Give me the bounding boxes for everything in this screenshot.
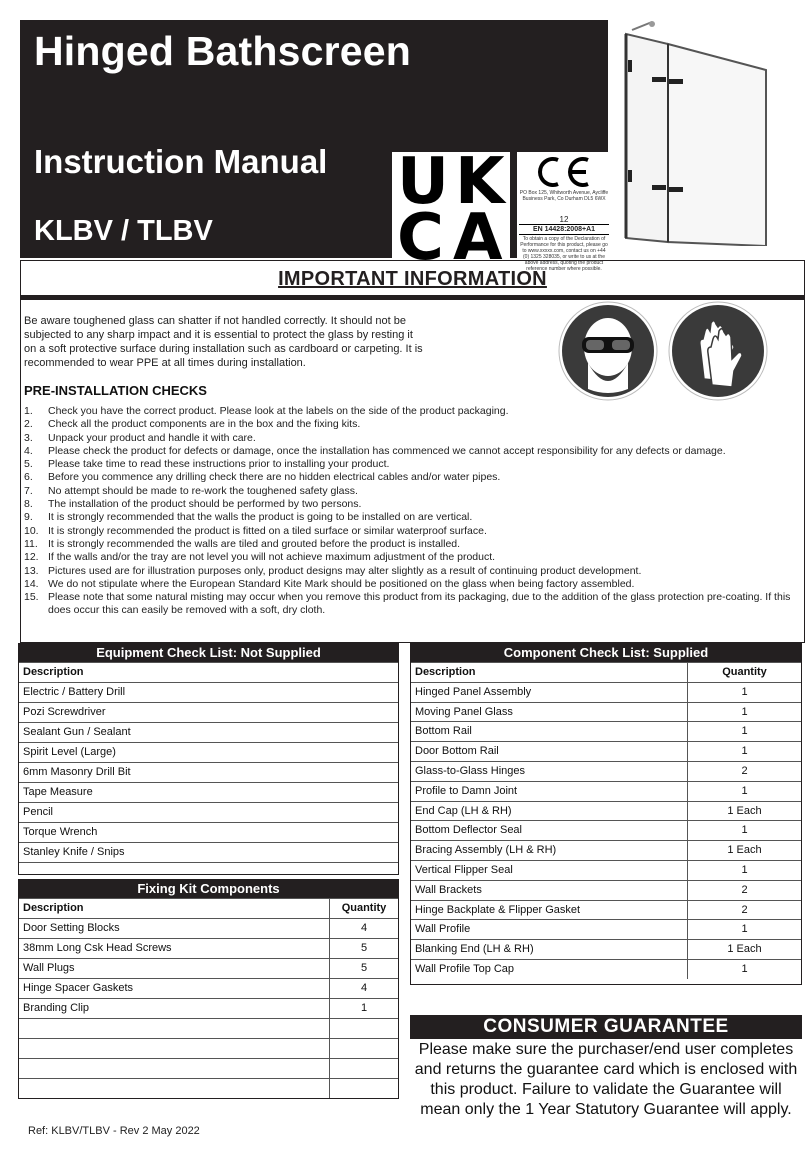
ce-label — [517, 152, 611, 272]
table-row — [19, 1038, 398, 1058]
component-table-title: Component Check List: Supplied — [411, 644, 801, 662]
table-row: 38mm Long Csk Head Screws 5 — [19, 938, 398, 958]
document-reference: Ref: KLBV/TLBV - Rev 2 May 2022 — [28, 1125, 200, 1137]
safety-goggles-icon — [559, 302, 657, 400]
declaration-text: To obtain a copy of the Declaration of Performance for this product, please go to www.xxxxx.com, contact us on +44 (0) 1325 328035, or write to us at the above address, quoting the product reference number where possible. — [520, 236, 608, 272]
list-item: 3. Unpack your product and handle it with care. — [24, 431, 256, 444]
gloves-icon — [669, 302, 767, 400]
list-item: 14. We do not stipulate where the European Standard Kite Mark should be positioned on the glass when being factory assembled. — [24, 577, 635, 590]
table-header-row: Description Quantity — [19, 898, 398, 918]
list-item: 7. No attempt should be made to re-work the toughened safety glass. — [24, 484, 358, 497]
table-row: Hinge Backplate & Flipper Gasket 2 — [411, 900, 801, 920]
table-row: Profile to Damn Joint 1 — [411, 781, 801, 801]
consumer-guarantee-text: Please make sure the purchaser/end user completes and returns the guarantee card which is enclosed with this product. Failure to validate the Guarantee will mean only the 1 Year Statutory Guarantee will apply. — [414, 1041, 798, 1118]
table-row: 6mm Masonry Drill Bit — [19, 762, 398, 782]
table-row — [19, 1018, 398, 1038]
table-row: Door Setting Blocks 4 — [19, 918, 398, 938]
manufacturer-address: PO Box 125, Whitworth Avenue, Aycliffe Business Park, Co Durham DL5 6WX — [519, 190, 609, 202]
list-item: 12. If the walls and/or the tray are not level you will not achieve maximum adjustment of the product. — [24, 551, 496, 564]
ukca-letter: K — [455, 145, 505, 219]
equipment-table-title: Equipment Check List: Not Supplied — [19, 644, 398, 662]
table-row: Bottom Deflector Seal 1 — [411, 820, 801, 840]
list-item: 9. It is strongly recommended that the walls the product is going to be installed on are vertical. — [24, 511, 473, 524]
list-item: 15. Please note that some natural misting may occur when you remove this product from its packaging, due to the addition of the glass protection pre-coating. If this does occur this can easily be removed with a soft, dry cloth. — [24, 591, 791, 617]
table-row: Blanking End (LH & RH) 1 Each — [411, 939, 801, 959]
list-item: 2. Check all the product components are in the box and the fixing kits. — [24, 418, 361, 431]
list-item: 11. It is strongly recommended the walls are tiled and grouted before the product is installed. — [24, 537, 461, 550]
ppe-icons — [558, 301, 802, 401]
table-row: Stanley Knife / Snips — [19, 842, 398, 862]
model-code: KLBV / TLBV — [34, 215, 213, 247]
table-row: Sealant Gun / Sealant — [19, 722, 398, 742]
table-row: Wall Profile Top Cap 1 — [411, 959, 801, 979]
ce-standard: EN 14428:2008+A1 — [519, 226, 609, 235]
table-row: End Cap (LH & RH) 1 Each — [411, 801, 801, 821]
table-row: Torque Wrench — [19, 822, 398, 842]
important-info-heading: IMPORTANT INFORMATION — [278, 268, 547, 290]
table-row: Glass-to-Glass Hinges 2 — [411, 761, 801, 781]
consumer-guarantee-heading: CONSUMER GUARANTEE — [410, 1015, 802, 1039]
bathscreen-illustration — [612, 20, 802, 246]
document-title: Hinged Bathscreen — [34, 28, 412, 74]
table-header-row: Description — [19, 662, 398, 682]
document-subtitle: Instruction Manual — [34, 143, 328, 180]
list-item: 6. Before you commence any drilling check there are no hidden electrical cables and/or water pipes. — [24, 471, 501, 484]
table-row: Wall Plugs 5 — [19, 958, 398, 978]
component-table — [410, 643, 802, 985]
important-info-banner — [20, 260, 805, 300]
table-row — [19, 1078, 398, 1098]
table-row: Spirit Level (Large) — [19, 742, 398, 762]
ce-mark-icon — [531, 155, 595, 189]
table-row: Pozi Screwdriver — [19, 702, 398, 722]
list-item: 13. Pictures used are for illustration purposes only, product designs may alter slightly as a result of continuing product development. — [24, 564, 642, 577]
table-row: Moving Panel Glass 1 — [411, 702, 801, 722]
header-bar — [20, 20, 609, 275]
table-row: Branding Clip 1 — [19, 998, 398, 1018]
list-item: 10. It is strongly recommended the product is fitted on a tiled surface or similar waterproof surface. — [24, 524, 487, 537]
ukca-letter: U — [397, 145, 449, 219]
table-row: Wall Profile 1 — [411, 919, 801, 939]
table-row: Wall Brackets 2 — [411, 880, 801, 900]
list-item: 1. Check you have the correct product. Please look at the labels on the side of the product packaging. — [24, 405, 509, 417]
table-row: Tape Measure — [19, 782, 398, 802]
table-row: Hinge Spacer Gaskets 4 — [19, 978, 398, 998]
table-header-row: Description Quantity — [411, 662, 801, 682]
table-row: Bracing Assembly (LH & RH) 1 Each — [411, 840, 801, 860]
ukca-mark — [392, 145, 510, 275]
table-row: Vertical Flipper Seal 1 — [411, 860, 801, 880]
table-row: Hinged Panel Assembly 1 — [411, 682, 801, 702]
ukca-letter: C — [397, 201, 444, 275]
glass-warning-text: Be aware toughened glass can shatter if not handled correctly. It should not be subjected to any sharp impact and it is essential to protect the glass by resting it on a soft protective surface during installation such as cardboard or carpeting. It is recommended to wear PPE at all times during installation. — [24, 315, 423, 369]
equipment-table — [18, 643, 399, 875]
fixing-kit-table-title: Fixing Kit Components — [19, 880, 398, 898]
table-row — [19, 1058, 398, 1078]
list-item: 8. The installation of the product should be performed by two persons. — [24, 498, 362, 511]
list-item: 5. Please take time to read these instructions prior to installing your product. — [24, 458, 390, 471]
table-row: Electric / Battery Drill — [19, 682, 398, 702]
ce-year: 12 — [519, 215, 609, 225]
pre-installation-list — [24, 405, 794, 618]
table-row: Bottom Rail 1 — [411, 721, 801, 741]
pre-installation-heading: PRE-INSTALLATION CHECKS — [24, 383, 207, 398]
ukca-letter: A — [453, 201, 503, 275]
fixing-kit-table — [18, 879, 399, 1099]
list-item: 4. Please check the product for defects or damage, once the installation has commenced we cannot accept responsibility for any defects or damage. — [24, 444, 726, 457]
table-row: Pencil — [19, 802, 398, 822]
table-row: Door Bottom Rail 1 — [411, 741, 801, 761]
